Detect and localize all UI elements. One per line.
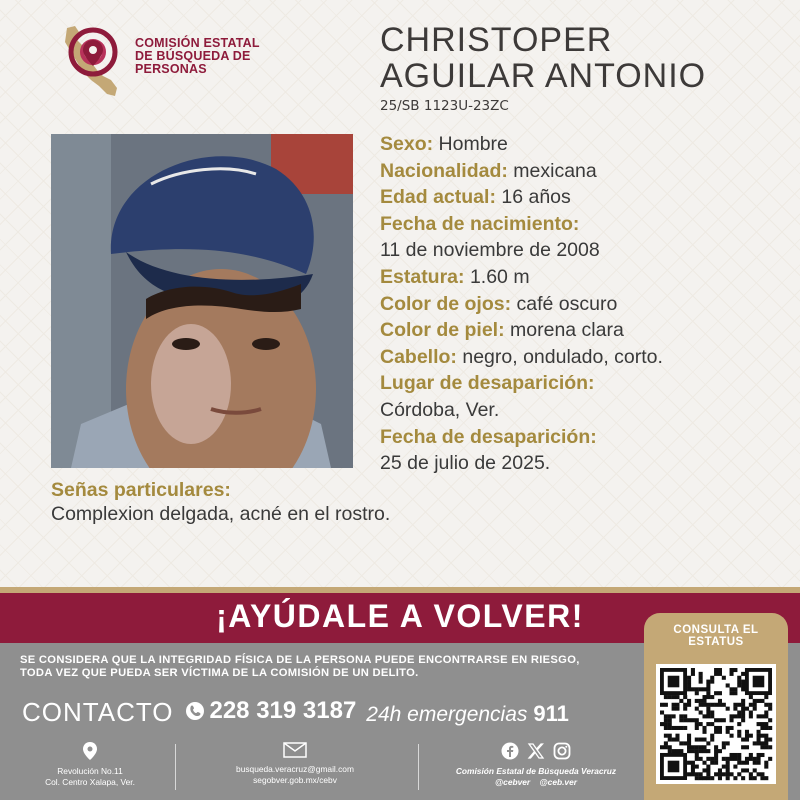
detail-estatura: Estatura: 1.60 m — [380, 265, 530, 288]
veracruz-map-logo-icon — [55, 22, 135, 102]
phone-icon — [185, 701, 205, 721]
qr-code-icon — [656, 664, 776, 784]
detail-nacionalidad: Nacionalidad: mexicana — [380, 159, 597, 182]
detail-fecha-label: Fecha de desaparición: — [380, 425, 597, 448]
senas-value: Complexion delgada, acné en el rostro. — [51, 503, 391, 525]
address-line-2: Col. Centro Xalapa, Ver. — [45, 777, 135, 787]
social-handles — [436, 777, 636, 788]
senas-label: Señas particulares: — [51, 479, 231, 501]
address-line-1: Revolución No.11 — [57, 766, 123, 776]
org-line-2: DE BÚSQUEDA DE — [135, 49, 251, 63]
org-line-1: COMISIÓN ESTATAL — [135, 36, 260, 50]
instagram-icon[interactable] — [553, 742, 571, 760]
person-first-name: CHRISTOPER — [380, 21, 613, 59]
footer-social — [436, 742, 636, 788]
detail-nacimiento-label: Fecha de nacimiento: — [380, 212, 580, 235]
qr-code[interactable] — [656, 664, 776, 784]
risk-notice — [20, 654, 580, 680]
person-details — [380, 131, 780, 477]
footer-email — [200, 742, 390, 786]
contact-label: CONTACTO — [22, 697, 174, 727]
social-handle-1[interactable]: @cebver — [495, 777, 531, 787]
person-photo — [51, 134, 353, 468]
banner-title: ¡AYÚDALE A VOLVER! — [216, 598, 584, 634]
footer-address — [20, 742, 160, 788]
detail-fecha-value: 25 de julio de 2025. — [380, 452, 551, 475]
phone-number: 228 319 3187 — [209, 697, 357, 724]
envelope-icon — [283, 742, 307, 758]
org-line-3: PERSONAS — [135, 62, 207, 76]
organization-name — [135, 37, 260, 76]
contact-phone[interactable] — [185, 697, 356, 725]
detail-ojos: Color de ojos: café oscuro — [380, 292, 618, 315]
footer-divider-1 — [175, 744, 176, 790]
person-name — [380, 22, 706, 94]
risk-line-1: SE CONSIDERA QUE LA INTEGRIDAD FÍSICA DE LA PERSONA PUEDE ENCONTRARSE EN RIESGO, — [20, 654, 580, 666]
website[interactable]: segobver.gob.mx/cebv — [253, 775, 337, 785]
contact-line — [22, 697, 569, 728]
detail-sexo: Sexo: Hombre — [380, 133, 508, 155]
qr-label-line-2: ESTATUS — [688, 636, 744, 648]
detail-piel: Color de piel: morena clara — [380, 319, 624, 342]
footer-divider-2 — [418, 744, 419, 790]
person-last-name: AGUILAR ANTONIO — [380, 57, 707, 95]
location-pin-icon — [83, 742, 97, 760]
detail-lugar-value: Córdoba, Ver. — [380, 398, 500, 421]
detail-cabello: Cabello: negro, ondulado, corto. — [380, 345, 663, 368]
qr-label-line-1: CONSULTA EL — [673, 624, 759, 636]
x-icon[interactable] — [527, 742, 545, 760]
detail-lugar-label: Lugar de desaparición: — [380, 372, 595, 395]
email-address[interactable]: busqueda.veracruz@gmail.com — [236, 764, 354, 774]
social-handle-2[interactable]: @ceb.ver — [539, 777, 577, 787]
detail-nacimiento-value: 11 de noviembre de 2008 — [380, 239, 600, 262]
distinguishing-features — [51, 478, 390, 526]
emergency-number: 911 — [533, 701, 569, 726]
detail-edad: Edad actual: 16 años — [380, 186, 571, 209]
risk-line-2: TODA VEZ QUE PUEDA SER VÍCTIMA DE LA COMISIÓN DE UN DELITO. — [20, 667, 419, 679]
facebook-icon[interactable] — [501, 742, 519, 760]
case-id: 25/SB 1123U-23ZC — [380, 98, 509, 114]
qr-label — [644, 624, 788, 648]
social-account-name: Comisión Estatal de Búsqueda Veracruz — [455, 766, 617, 776]
organization-logo — [55, 22, 270, 102]
emergency-label: 24h emergencias — [366, 703, 528, 726]
